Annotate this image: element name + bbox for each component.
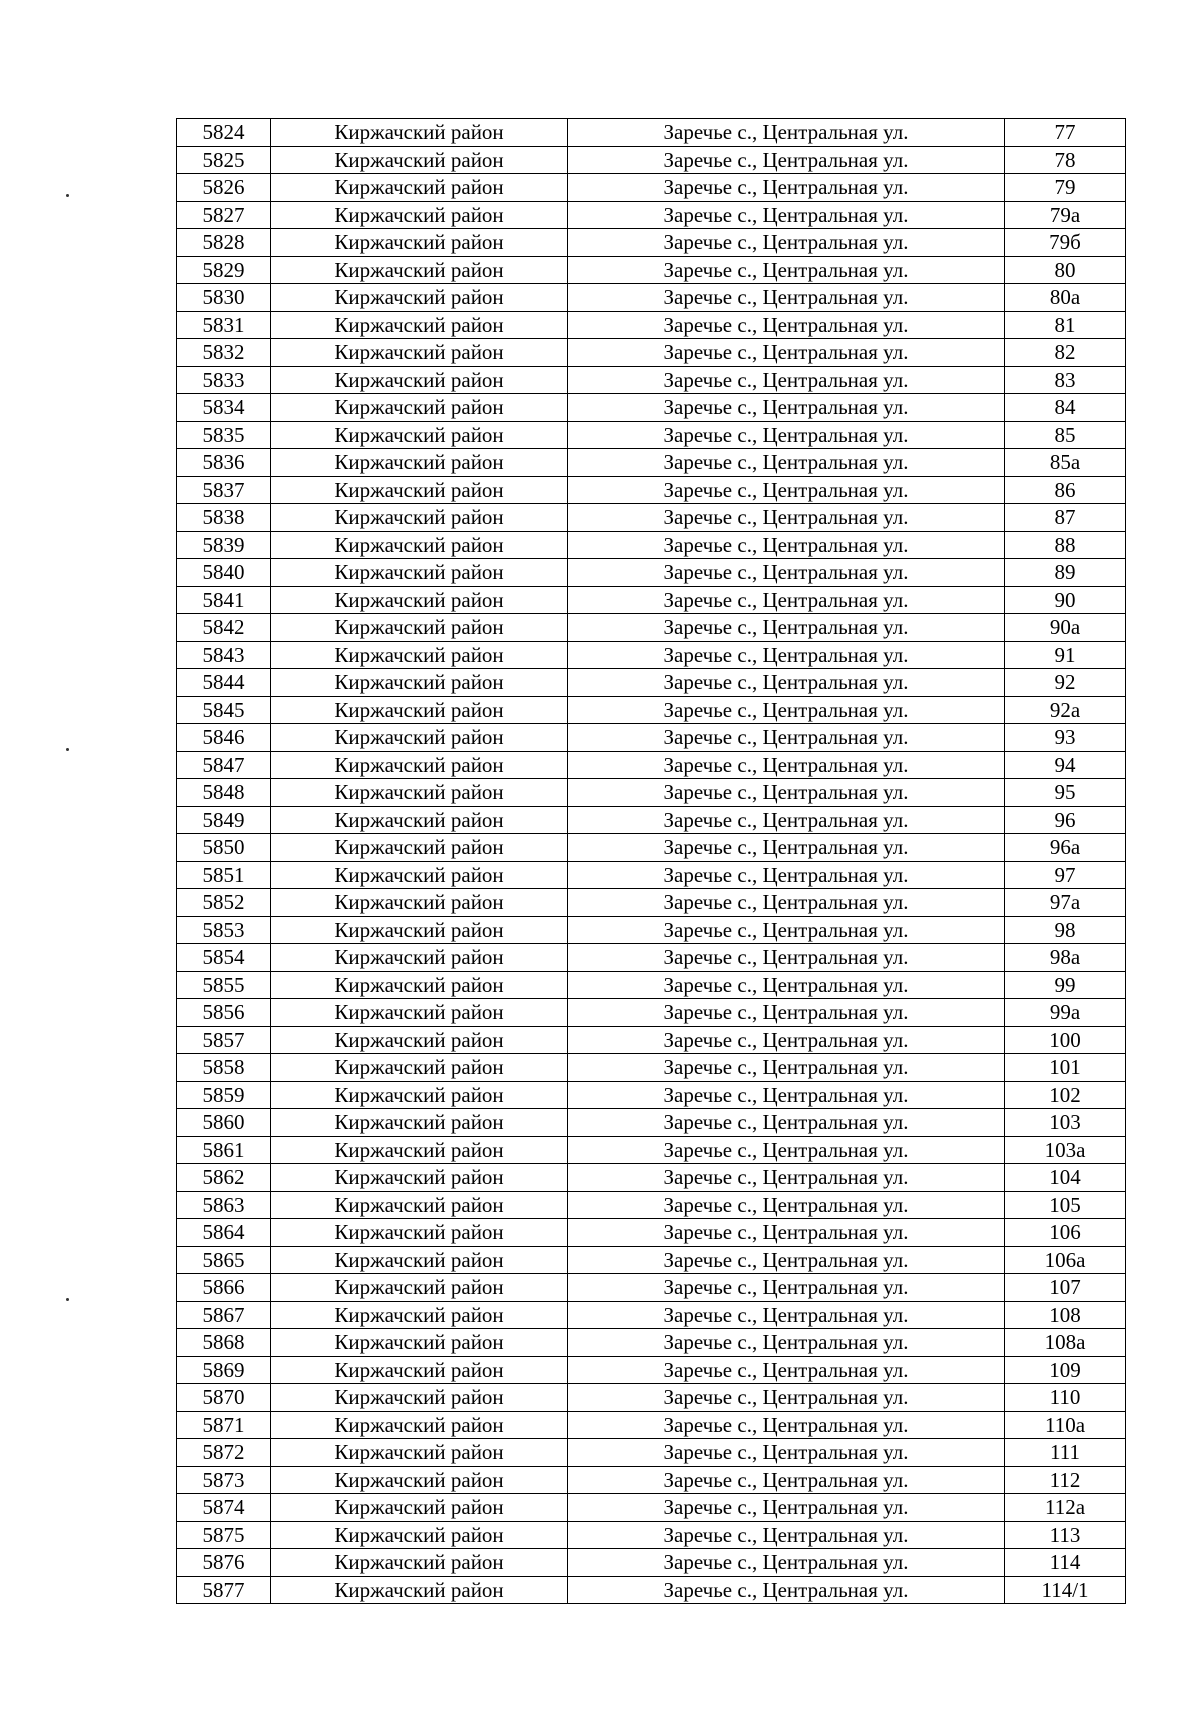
margin-dot: [66, 1298, 69, 1301]
address-cell: Заречье с., Центральная ул.: [568, 861, 1005, 889]
house-number-cell: 97: [1005, 861, 1126, 889]
address-cell: Заречье с., Центральная ул.: [568, 1494, 1005, 1522]
table-row: [177, 944, 1126, 972]
district-cell: Киржачский район: [271, 1494, 568, 1522]
house-number-cell: 114/1: [1005, 1576, 1126, 1604]
row-number-cell: 5829: [177, 256, 271, 284]
row-number-cell: 5840: [177, 559, 271, 587]
district-cell: Киржачский район: [271, 504, 568, 532]
address-cell: Заречье с., Центральная ул.: [568, 1356, 1005, 1384]
district-cell: Киржачский район: [271, 1576, 568, 1604]
table-row: [177, 1356, 1126, 1384]
district-cell: Киржачский район: [271, 779, 568, 807]
table-row: [177, 1301, 1126, 1329]
district-cell: Киржачский район: [271, 394, 568, 422]
table-row: [177, 724, 1126, 752]
house-number-cell: 99: [1005, 971, 1126, 999]
district-cell: Киржачский район: [271, 1356, 568, 1384]
row-number-cell: 5877: [177, 1576, 271, 1604]
table-row: [177, 504, 1126, 532]
row-number-cell: 5846: [177, 724, 271, 752]
table-row: [177, 531, 1126, 559]
row-number-cell: 5827: [177, 201, 271, 229]
table-row: [177, 146, 1126, 174]
district-cell: Киржачский район: [271, 119, 568, 147]
district-cell: Киржачский район: [271, 614, 568, 642]
house-number-cell: 95: [1005, 779, 1126, 807]
address-cell: Заречье с., Центральная ул.: [568, 614, 1005, 642]
row-number-cell: 5847: [177, 751, 271, 779]
house-number-cell: 96а: [1005, 834, 1126, 862]
address-cell: Заречье с., Центральная ул.: [568, 696, 1005, 724]
table-row: [177, 779, 1126, 807]
row-number-cell: 5863: [177, 1191, 271, 1219]
house-number-cell: 103а: [1005, 1136, 1126, 1164]
district-cell: Киржачский район: [271, 559, 568, 587]
house-number-cell: 105: [1005, 1191, 1126, 1219]
house-number-cell: 94: [1005, 751, 1126, 779]
house-number-cell: 111: [1005, 1439, 1126, 1467]
table-row: [177, 311, 1126, 339]
row-number-cell: 5870: [177, 1384, 271, 1412]
district-cell: Киржачский район: [271, 1164, 568, 1192]
address-cell: Заречье с., Центральная ул.: [568, 1384, 1005, 1412]
table-row: [177, 1439, 1126, 1467]
row-number-cell: 5859: [177, 1081, 271, 1109]
house-number-cell: 110а: [1005, 1411, 1126, 1439]
table-row: [177, 1136, 1126, 1164]
table-row: [177, 1246, 1126, 1274]
table-row: [177, 449, 1126, 477]
address-cell: Заречье с., Центральная ул.: [568, 1246, 1005, 1274]
house-number-cell: 99а: [1005, 999, 1126, 1027]
address-cell: Заречье с., Центральная ул.: [568, 504, 1005, 532]
district-cell: Киржачский район: [271, 1274, 568, 1302]
house-number-cell: 112а: [1005, 1494, 1126, 1522]
address-cell: Заречье с., Центральная ул.: [568, 999, 1005, 1027]
table-row: [177, 1576, 1126, 1604]
address-cell: Заречье с., Центральная ул.: [568, 256, 1005, 284]
district-cell: Киржачский район: [271, 1411, 568, 1439]
address-cell: Заречье с., Центральная ул.: [568, 1054, 1005, 1082]
row-number-cell: 5831: [177, 311, 271, 339]
district-cell: Киржачский район: [271, 1054, 568, 1082]
address-cell: Заречье с., Центральная ул.: [568, 339, 1005, 367]
house-number-cell: 85: [1005, 421, 1126, 449]
row-number-cell: 5866: [177, 1274, 271, 1302]
address-cell: Заречье с., Центральная ул.: [568, 1274, 1005, 1302]
row-number-cell: 5874: [177, 1494, 271, 1522]
table-row: [177, 1384, 1126, 1412]
row-number-cell: 5862: [177, 1164, 271, 1192]
district-cell: Киржачский район: [271, 201, 568, 229]
house-number-cell: 98а: [1005, 944, 1126, 972]
row-number-cell: 5857: [177, 1026, 271, 1054]
house-number-cell: 78: [1005, 146, 1126, 174]
table-row: [177, 119, 1126, 147]
address-cell: Заречье с., Центральная ул.: [568, 806, 1005, 834]
district-cell: Киржачский район: [271, 861, 568, 889]
table-row: [177, 1274, 1126, 1302]
house-number-cell: 86: [1005, 476, 1126, 504]
district-cell: Киржачский район: [271, 971, 568, 999]
address-cell: Заречье с., Центральная ул.: [568, 119, 1005, 147]
house-number-cell: 108: [1005, 1301, 1126, 1329]
house-number-cell: 100: [1005, 1026, 1126, 1054]
house-number-cell: 84: [1005, 394, 1126, 422]
table-row: [177, 394, 1126, 422]
house-number-cell: 92а: [1005, 696, 1126, 724]
row-number-cell: 5842: [177, 614, 271, 642]
district-cell: Киржачский район: [271, 1466, 568, 1494]
table-row: [177, 1494, 1126, 1522]
row-number-cell: 5855: [177, 971, 271, 999]
table-row: [177, 366, 1126, 394]
row-number-cell: 5850: [177, 834, 271, 862]
address-cell: Заречье с., Центральная ул.: [568, 449, 1005, 477]
row-number-cell: 5856: [177, 999, 271, 1027]
row-number-cell: 5860: [177, 1109, 271, 1137]
house-number-cell: 102: [1005, 1081, 1126, 1109]
house-number-cell: 81: [1005, 311, 1126, 339]
house-number-cell: 88: [1005, 531, 1126, 559]
house-number-cell: 103: [1005, 1109, 1126, 1137]
address-cell: Заречье с., Центральная ул.: [568, 1164, 1005, 1192]
table-row: [177, 284, 1126, 312]
address-cell: Заречье с., Центральная ул.: [568, 916, 1005, 944]
house-number-cell: 107: [1005, 1274, 1126, 1302]
house-number-cell: 77: [1005, 119, 1126, 147]
address-cell: Заречье с., Центральная ул.: [568, 971, 1005, 999]
address-cell: Заречье с., Центральная ул.: [568, 311, 1005, 339]
district-cell: Киржачский район: [271, 1301, 568, 1329]
district-cell: Киржачский район: [271, 1219, 568, 1247]
house-number-cell: 79: [1005, 174, 1126, 202]
row-number-cell: 5830: [177, 284, 271, 312]
table-row: [177, 1026, 1126, 1054]
address-cell: Заречье с., Центральная ул.: [568, 1411, 1005, 1439]
district-cell: Киржачский район: [271, 669, 568, 697]
table-row: [177, 229, 1126, 257]
district-cell: Киржачский район: [271, 1521, 568, 1549]
table-row: [177, 999, 1126, 1027]
table-row: [177, 421, 1126, 449]
address-cell: Заречье с., Центральная ул.: [568, 559, 1005, 587]
row-number-cell: 5848: [177, 779, 271, 807]
district-cell: Киржачский район: [271, 146, 568, 174]
house-number-cell: 96: [1005, 806, 1126, 834]
district-cell: Киржачский район: [271, 1081, 568, 1109]
address-cell: Заречье с., Центральная ул.: [568, 1026, 1005, 1054]
row-number-cell: 5876: [177, 1549, 271, 1577]
address-cell: Заречье с., Центральная ул.: [568, 1466, 1005, 1494]
table-row: [177, 834, 1126, 862]
house-number-cell: 89: [1005, 559, 1126, 587]
row-number-cell: 5871: [177, 1411, 271, 1439]
district-cell: Киржачский район: [271, 1109, 568, 1137]
address-cell: Заречье с., Центральная ул.: [568, 1439, 1005, 1467]
row-number-cell: 5867: [177, 1301, 271, 1329]
row-number-cell: 5839: [177, 531, 271, 559]
table-row: [177, 1164, 1126, 1192]
house-number-cell: 106: [1005, 1219, 1126, 1247]
table-row: [177, 971, 1126, 999]
row-number-cell: 5849: [177, 806, 271, 834]
address-cell: Заречье с., Центральная ул.: [568, 586, 1005, 614]
row-number-cell: 5875: [177, 1521, 271, 1549]
district-cell: Киржачский район: [271, 256, 568, 284]
row-number-cell: 5865: [177, 1246, 271, 1274]
row-number-cell: 5869: [177, 1356, 271, 1384]
row-number-cell: 5837: [177, 476, 271, 504]
district-cell: Киржачский район: [271, 421, 568, 449]
house-number-cell: 114: [1005, 1549, 1126, 1577]
address-cell: Заречье с., Центральная ул.: [568, 1576, 1005, 1604]
address-cell: Заречье с., Центральная ул.: [568, 421, 1005, 449]
district-cell: Киржачский район: [271, 1026, 568, 1054]
table-row: [177, 339, 1126, 367]
row-number-cell: 5873: [177, 1466, 271, 1494]
table-row: [177, 889, 1126, 917]
table-row: [177, 916, 1126, 944]
address-cell: Заречье с., Центральная ул.: [568, 779, 1005, 807]
address-cell: Заречье с., Центральная ул.: [568, 669, 1005, 697]
table-row: [177, 476, 1126, 504]
district-cell: Киржачский район: [271, 999, 568, 1027]
district-cell: Киржачский район: [271, 641, 568, 669]
row-number-cell: 5852: [177, 889, 271, 917]
district-cell: Киржачский район: [271, 889, 568, 917]
table-row: [177, 696, 1126, 724]
address-cell: Заречье с., Центральная ул.: [568, 531, 1005, 559]
margin-dot: [66, 194, 69, 197]
address-cell: Заречье с., Центральная ул.: [568, 724, 1005, 752]
district-cell: Киржачский район: [271, 1246, 568, 1274]
district-cell: Киржачский район: [271, 751, 568, 779]
address-cell: Заречье с., Центральная ул.: [568, 834, 1005, 862]
row-number-cell: 5828: [177, 229, 271, 257]
row-number-cell: 5841: [177, 586, 271, 614]
house-number-cell: 106а: [1005, 1246, 1126, 1274]
row-number-cell: 5836: [177, 449, 271, 477]
address-cell: Заречье с., Центральная ул.: [568, 1301, 1005, 1329]
house-number-cell: 90: [1005, 586, 1126, 614]
house-number-cell: 113: [1005, 1521, 1126, 1549]
district-cell: Киржачский район: [271, 586, 568, 614]
house-number-cell: 80а: [1005, 284, 1126, 312]
house-number-cell: 109: [1005, 1356, 1126, 1384]
address-cell: Заречье с., Центральная ул.: [568, 284, 1005, 312]
address-cell: Заречье с., Центральная ул.: [568, 889, 1005, 917]
row-number-cell: 5844: [177, 669, 271, 697]
house-number-cell: 98: [1005, 916, 1126, 944]
address-cell: Заречье с., Центральная ул.: [568, 1329, 1005, 1357]
district-cell: Киржачский район: [271, 806, 568, 834]
row-number-cell: 5864: [177, 1219, 271, 1247]
district-cell: Киржачский район: [271, 724, 568, 752]
district-cell: Киржачский район: [271, 1549, 568, 1577]
house-number-cell: 101: [1005, 1054, 1126, 1082]
district-cell: Киржачский район: [271, 449, 568, 477]
table-row: [177, 751, 1126, 779]
row-number-cell: 5845: [177, 696, 271, 724]
address-cell: Заречье с., Центральная ул.: [568, 229, 1005, 257]
table-row: [177, 174, 1126, 202]
row-number-cell: 5843: [177, 641, 271, 669]
table-row: [177, 1081, 1126, 1109]
row-number-cell: 5838: [177, 504, 271, 532]
row-number-cell: 5872: [177, 1439, 271, 1467]
address-cell: Заречье с., Центральная ул.: [568, 1109, 1005, 1137]
row-number-cell: 5826: [177, 174, 271, 202]
table-row: [177, 559, 1126, 587]
table-row: [177, 256, 1126, 284]
row-number-cell: 5853: [177, 916, 271, 944]
district-cell: Киржачский район: [271, 1384, 568, 1412]
house-number-cell: 110: [1005, 1384, 1126, 1412]
district-cell: Киржачский район: [271, 1439, 568, 1467]
table-row: [177, 1329, 1126, 1357]
house-number-cell: 104: [1005, 1164, 1126, 1192]
row-number-cell: 5858: [177, 1054, 271, 1082]
row-number-cell: 5854: [177, 944, 271, 972]
house-number-cell: 91: [1005, 641, 1126, 669]
table-row: [177, 1549, 1126, 1577]
house-number-cell: 97а: [1005, 889, 1126, 917]
district-cell: Киржачский район: [271, 696, 568, 724]
address-cell: Заречье с., Центральная ул.: [568, 146, 1005, 174]
district-cell: Киржачский район: [271, 916, 568, 944]
district-cell: Киржачский район: [271, 1191, 568, 1219]
row-number-cell: 5851: [177, 861, 271, 889]
table-row: [177, 1521, 1126, 1549]
row-number-cell: 5825: [177, 146, 271, 174]
house-number-cell: 108а: [1005, 1329, 1126, 1357]
district-cell: Киржачский район: [271, 531, 568, 559]
table-row: [177, 201, 1126, 229]
table-row: [177, 1466, 1126, 1494]
district-cell: Киржачский район: [271, 174, 568, 202]
table-body: [177, 119, 1126, 1604]
house-number-cell: 83: [1005, 366, 1126, 394]
address-cell: Заречье с., Центральная ул.: [568, 476, 1005, 504]
table-row: [177, 1219, 1126, 1247]
table-row: [177, 1191, 1126, 1219]
margin-dot: [66, 748, 69, 751]
row-number-cell: 5824: [177, 119, 271, 147]
address-cell: Заречье с., Центральная ул.: [568, 201, 1005, 229]
address-cell: Заречье с., Центральная ул.: [568, 394, 1005, 422]
address-cell: Заречье с., Центральная ул.: [568, 1081, 1005, 1109]
address-cell: Заречье с., Центральная ул.: [568, 366, 1005, 394]
row-number-cell: 5834: [177, 394, 271, 422]
address-cell: Заречье с., Центральная ул.: [568, 1521, 1005, 1549]
address-cell: Заречье с., Центральная ул.: [568, 1219, 1005, 1247]
district-cell: Киржачский район: [271, 339, 568, 367]
address-cell: Заречье с., Центральная ул.: [568, 174, 1005, 202]
house-number-cell: 112: [1005, 1466, 1126, 1494]
house-number-cell: 90а: [1005, 614, 1126, 642]
house-number-cell: 92: [1005, 669, 1126, 697]
house-number-cell: 79а: [1005, 201, 1126, 229]
address-cell: Заречье с., Центральная ул.: [568, 751, 1005, 779]
row-number-cell: 5835: [177, 421, 271, 449]
address-cell: Заречье с., Центральная ул.: [568, 1136, 1005, 1164]
address-cell: Заречье с., Центральная ул.: [568, 641, 1005, 669]
table-row: [177, 669, 1126, 697]
district-cell: Киржачский район: [271, 834, 568, 862]
address-cell: Заречье с., Центральная ул.: [568, 1191, 1005, 1219]
house-number-cell: 80: [1005, 256, 1126, 284]
district-cell: Киржачский район: [271, 366, 568, 394]
table-row: [177, 806, 1126, 834]
row-number-cell: 5861: [177, 1136, 271, 1164]
table-row: [177, 1411, 1126, 1439]
house-number-cell: 87: [1005, 504, 1126, 532]
district-cell: Киржачский район: [271, 311, 568, 339]
house-number-cell: 82: [1005, 339, 1126, 367]
address-table: [176, 118, 1126, 1604]
district-cell: Киржачский район: [271, 1329, 568, 1357]
table-row: [177, 641, 1126, 669]
row-number-cell: 5832: [177, 339, 271, 367]
table-row: [177, 586, 1126, 614]
district-cell: Киржачский район: [271, 284, 568, 312]
table-row: [177, 1109, 1126, 1137]
house-number-cell: 79б: [1005, 229, 1126, 257]
row-number-cell: 5868: [177, 1329, 271, 1357]
table-row: [177, 1054, 1126, 1082]
table-row: [177, 614, 1126, 642]
row-number-cell: 5833: [177, 366, 271, 394]
district-cell: Киржачский район: [271, 1136, 568, 1164]
address-cell: Заречье с., Центральная ул.: [568, 1549, 1005, 1577]
house-number-cell: 85а: [1005, 449, 1126, 477]
district-cell: Киржачский район: [271, 476, 568, 504]
district-cell: Киржачский район: [271, 229, 568, 257]
house-number-cell: 93: [1005, 724, 1126, 752]
table-row: [177, 861, 1126, 889]
address-cell: Заречье с., Центральная ул.: [568, 944, 1005, 972]
district-cell: Киржачский район: [271, 944, 568, 972]
